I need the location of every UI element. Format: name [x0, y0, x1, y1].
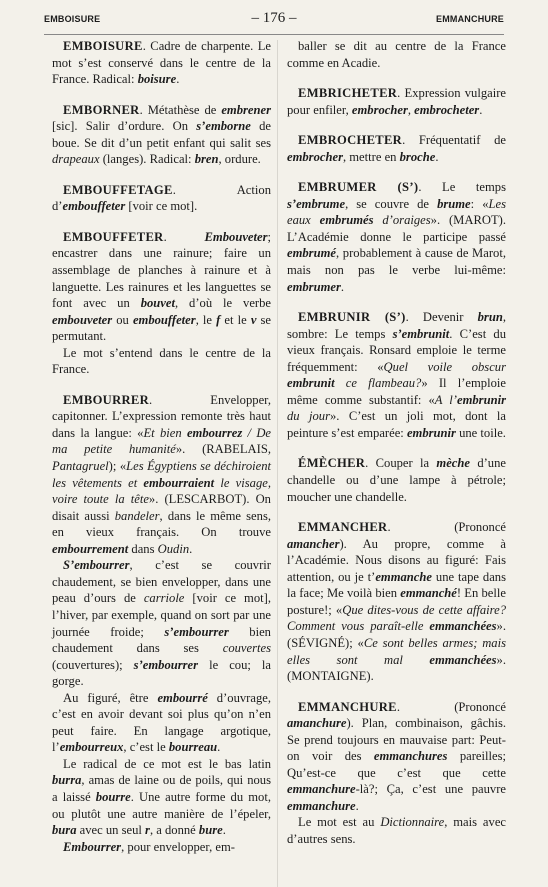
- text-run: emmanchées: [429, 619, 497, 634]
- text-run: bren: [194, 152, 219, 167]
- text-run: / De ma petite humanité: [52, 425, 272, 457]
- text-run: , c’est le: [123, 740, 169, 755]
- text-run: s’embrume: [287, 196, 346, 211]
- entry-embrumer: [287, 179, 506, 295]
- text-run: broche: [399, 149, 436, 164]
- text-run: ; encastrer dans une rainure; faire un assemblage de planches à rainure et à languette. Les rainures et les languettes se font avec un: [52, 229, 271, 311]
- entry-paragraph: [52, 102, 271, 168]
- text-run: .: [217, 740, 221, 755]
- text-run: d’une chandelle ou d’une lampe à pétrole; moucher une chandelle.: [287, 456, 506, 504]
- text-run: Oudin: [157, 541, 190, 556]
- text-run: Le radical de ce mot est le bas latin: [63, 756, 271, 771]
- headword: EMMANCHER: [298, 520, 388, 535]
- text-run: . Une autre forme du mot, ou plutôt une autre manière de l’épeler,: [52, 789, 271, 821]
- text-run: du jour: [287, 409, 330, 424]
- text-run: embrumer: [287, 279, 341, 294]
- text-run: burra: [52, 773, 82, 788]
- text-run: une tape dans la face; Me voilà bien: [287, 569, 506, 601]
- text-run: le cou; la gorge.: [52, 657, 272, 689]
- entry-embricheter: [287, 85, 506, 118]
- headword: EMBRUNIR (S’): [298, 310, 406, 325]
- text-run: , probablement à cause de Marot, mais non pas le verbe lui-même:: [287, 246, 506, 278]
- text-run: , le: [195, 312, 217, 327]
- header-left-word: EMBOISURE: [44, 14, 101, 24]
- text-run: s’embourrer: [164, 624, 229, 639]
- entry-paragraph: [52, 557, 271, 689]
- text-run: bura: [52, 823, 77, 838]
- text-run: ». (SÉVIGNÉ); «: [287, 619, 506, 650]
- entry-paragraph: [287, 455, 506, 505]
- text-run: avec un seul: [76, 823, 146, 838]
- text-run: . Fréquentatif de: [402, 133, 506, 148]
- text-run: pareilles; Qu’est-ce que c’est que cette: [287, 749, 506, 780]
- text-run: bien chaudement dans ses: [52, 624, 271, 656]
- text-run: mèche: [436, 456, 470, 471]
- entry-paragraph: [52, 756, 271, 839]
- text-run: emmanchures: [373, 749, 448, 764]
- text-run: s’emborne: [196, 119, 251, 134]
- text-run: Et bien: [143, 425, 187, 440]
- text-run: : «: [470, 196, 489, 211]
- text-run: d’ouvrage, c’est en avoir devant soi plus qu’on n’en peut faire. En langage argotique, l’: [52, 690, 271, 755]
- text-run: (couvertures);: [52, 657, 134, 672]
- text-run: [voir ce mot].: [125, 199, 198, 214]
- text-run: bouvet: [140, 296, 175, 311]
- text-run: .: [340, 279, 345, 294]
- headword: EMBOURRER: [63, 392, 149, 407]
- text-run: -là?; Ça, c’est une pauvre: [355, 782, 506, 797]
- text-run: Dictionnaire: [380, 815, 445, 830]
- text-run: . Action d’: [52, 182, 271, 214]
- headword: EMBRICHETER: [298, 86, 398, 101]
- text-run: ». (RABELAIS,: [175, 442, 271, 457]
- text-run: embourrement: [52, 541, 129, 556]
- text-run: A l’: [434, 392, 457, 407]
- text-run: bure: [198, 823, 223, 838]
- entry-emboisure: [52, 38, 271, 88]
- text-run: brume: [437, 196, 471, 211]
- text-run: .: [163, 229, 205, 244]
- text-run: ». (LESCARBOT). On disait aussi: [52, 492, 271, 523]
- entry-embouffeter: [52, 229, 271, 378]
- text-run: . (Prononcé: [387, 520, 506, 535]
- entry-emecher: [287, 455, 506, 505]
- text-run: Que dites-vous de cette affaire? Comment vous paraît-elle: [287, 602, 506, 634]
- running-header: [44, 11, 504, 31]
- text-run: embouffeter: [62, 199, 126, 214]
- text-run: dans: [128, 541, 158, 556]
- text-run: ). Plan, combinaison, gâchis. Se prend toujours en mauvaise part: Peut-on voir des: [287, 716, 506, 764]
- text-run: brun: [477, 310, 503, 325]
- entry-embrunir: [287, 309, 506, 441]
- right-column: [287, 38, 506, 862]
- text-run: Pantagruel: [52, 459, 109, 474]
- text-run: embouffeter: [132, 312, 196, 327]
- text-run: une toile.: [455, 425, 506, 440]
- entry-emmancher: [287, 519, 506, 684]
- text-run: embrener: [221, 102, 271, 117]
- text-run: , mais avec d’autres sens.: [287, 815, 506, 846]
- text-run: (langes). Radical:: [99, 152, 195, 167]
- entry-paragraph: [52, 38, 271, 88]
- entry-paragraph: [287, 519, 506, 684]
- entry-paragraph: [52, 839, 271, 856]
- text-run: s’embrunit: [392, 326, 450, 341]
- entry-paragraph: [52, 229, 271, 345]
- text-run: . Envelopper, capitonner. L’expression remonte très haut dans la langue: «: [52, 392, 271, 440]
- text-run: . Cadre de charpente. Le mot s’est conservé dans le centre de la France. Radical:: [52, 39, 271, 87]
- entry-paragraph: [287, 309, 506, 441]
- text-run: bandeler: [114, 508, 160, 523]
- headword: EMBOISURE: [63, 39, 143, 53]
- text-run: [sic]. Salir d’ordure. On: [52, 119, 197, 134]
- text-run: d’oraiges: [373, 213, 431, 228]
- text-run: » Il l’emploie même comme substantif: «: [287, 376, 506, 407]
- headword: EMMANCHURE: [298, 699, 397, 714]
- entry-paragraph: [52, 182, 271, 215]
- text-run: ); «: [108, 459, 127, 474]
- text-run: ». (MONTAIGNE).: [287, 652, 506, 684]
- text-run: s’embourrer: [133, 657, 199, 672]
- text-run: Les Égyptiens se déchiroient les vêtements et: [52, 459, 272, 490]
- entry-paragraph: [287, 132, 506, 165]
- text-run: . (Prononcé: [396, 699, 506, 714]
- text-run: ». (MAROT). L’Académie donne le participe passé: [287, 213, 506, 244]
- text-run: , sombre: Le temps: [287, 310, 506, 341]
- text-run: . Expression vulgaire pour enfiler,: [287, 86, 506, 117]
- text-run: .: [479, 102, 483, 117]
- text-run: embourré: [157, 690, 208, 705]
- text-run: .: [355, 798, 359, 813]
- text-run: embrocher: [351, 102, 408, 117]
- text-run: embourreux: [59, 740, 124, 755]
- text-run: v: [250, 312, 257, 327]
- left-column: [52, 38, 271, 869]
- text-run: Quel voile obscur: [383, 359, 506, 374]
- page-number: – 176 –: [251, 10, 297, 26]
- text-run: Embouveter: [204, 229, 268, 244]
- text-run: amancher: [287, 536, 340, 551]
- text-run: , se couvre de: [345, 196, 438, 211]
- text-run: Au figuré, être: [63, 690, 158, 705]
- text-run: boisure: [137, 72, 177, 87]
- entry-embourrer: [52, 392, 271, 855]
- text-run: f: [216, 312, 221, 327]
- text-run: r: [145, 823, 150, 838]
- text-run: emmanché: [400, 586, 457, 601]
- text-run: .: [222, 823, 226, 838]
- text-run: . Devenir: [405, 310, 478, 325]
- text-run: , pour envelopper, em-: [121, 839, 235, 854]
- text-run: embrumé: [287, 246, 336, 261]
- text-run: emmanchées: [429, 652, 497, 667]
- entry-embourrer-cont: [287, 38, 506, 71]
- header-rule: [44, 34, 504, 35]
- entry-embrocheter: [287, 132, 506, 165]
- entry-embouffetage: [52, 182, 271, 215]
- text-run: ,: [407, 102, 415, 117]
- text-run: S’embourrer: [63, 558, 130, 573]
- text-run: embrocheter: [414, 102, 480, 117]
- headword: EMBROCHETER: [298, 133, 403, 148]
- entry-paragraph: [52, 392, 271, 557]
- headword: ÉMÈCHER: [298, 456, 366, 471]
- header-right-word: EMMANCHURE: [436, 14, 504, 24]
- text-run: embourrez: [186, 425, 243, 440]
- text-run: . Le temps: [418, 180, 506, 195]
- entry-emmanchure: [287, 699, 506, 848]
- text-run: , c’est se couvrir chaudement, se bien envelopper, dans une peau d’ours de: [52, 558, 271, 606]
- text-run: ou: [112, 312, 133, 327]
- text-run: emmanche: [375, 569, 432, 584]
- text-run: amanchure: [287, 716, 347, 731]
- text-run: et le: [220, 312, 251, 327]
- text-run: .: [189, 541, 193, 556]
- text-run: embrunir: [457, 392, 506, 407]
- text-run: , mettre en: [342, 149, 400, 164]
- text-run: embrunir: [406, 425, 456, 440]
- headword: EMBOUFFETAGE: [63, 182, 173, 197]
- text-run: .: [176, 72, 180, 87]
- entry-paragraph: [287, 699, 506, 815]
- text-run: Le mot est au: [298, 815, 381, 830]
- text-run: couvertes: [222, 641, 271, 656]
- text-run: le visage, voire toute la tête: [52, 475, 271, 507]
- text-run: , a donné: [149, 823, 199, 838]
- text-run: embouveter: [52, 312, 113, 327]
- entry-paragraph: [52, 690, 271, 756]
- column-divider: [277, 40, 278, 887]
- text-run: ce flambeau?: [334, 376, 422, 391]
- headword: EMBRUMER (S’): [298, 180, 419, 195]
- entry-paragraph: [52, 345, 271, 378]
- text-run: embrocher: [287, 149, 343, 164]
- entry-paragraph: [287, 814, 506, 847]
- entry-paragraph: [287, 179, 506, 295]
- text-run: bourre: [95, 789, 131, 804]
- text-run: , d’où le verbe: [174, 296, 271, 311]
- text-run: drapeaux: [52, 152, 100, 167]
- text-run: . Couper la: [365, 456, 437, 471]
- text-run: carriole: [143, 591, 185, 606]
- text-run: Ce sont belles armes; mais elles sont mal: [287, 635, 506, 667]
- text-run: Embourrer: [63, 839, 122, 854]
- text-run: . C’est du vieux français. Ronsard emploie le terme fréquemment: «: [287, 326, 506, 374]
- text-run: embrunit: [287, 376, 335, 391]
- text-run: baller se dit au centre de la France comme en Acadie.: [287, 39, 506, 70]
- text-run: , ordure.: [218, 152, 261, 167]
- text-run: bourreau: [168, 740, 218, 755]
- text-run: . Métathèse de: [139, 102, 222, 117]
- text-run: ». C’est un joli mot, dont la peinture s’est emparée:: [287, 409, 506, 440]
- entry-paragraph: [287, 38, 506, 71]
- text-run: emmanchure: [287, 798, 356, 813]
- text-run: , amas de laine ou de poils, qui nous a laissé: [52, 773, 271, 804]
- text-run: Le mot s’entend dans le centre de la France.: [52, 345, 271, 377]
- text-run: , dans le même sens, en vieux français. On trouve: [52, 508, 271, 540]
- entry-paragraph: [287, 85, 506, 118]
- headword: EMBORNER: [63, 102, 140, 117]
- text-run: Les eaux: [287, 196, 506, 228]
- text-run: se permutant.: [52, 312, 271, 344]
- text-run: [voir ce mot], l’hiver, par exemple, quand on sort par une journée froide;: [52, 591, 271, 639]
- text-run: ! En belle posture!; «: [287, 586, 506, 617]
- headword: EMBOUFFETER: [63, 229, 164, 244]
- text-run: ). Au propre, comme à l’Académie. Nous disons au figuré: Fais attention, ou je t’: [287, 536, 506, 584]
- text-run: embrumés: [319, 213, 374, 228]
- text-run: embourraient: [143, 475, 215, 490]
- entry-emborner: [52, 102, 271, 168]
- text-run: .: [435, 149, 439, 164]
- text-run: de boue. Se dit d’un petit enfant qui salit ses: [52, 119, 271, 150]
- text-run: emmanchure: [287, 782, 356, 797]
